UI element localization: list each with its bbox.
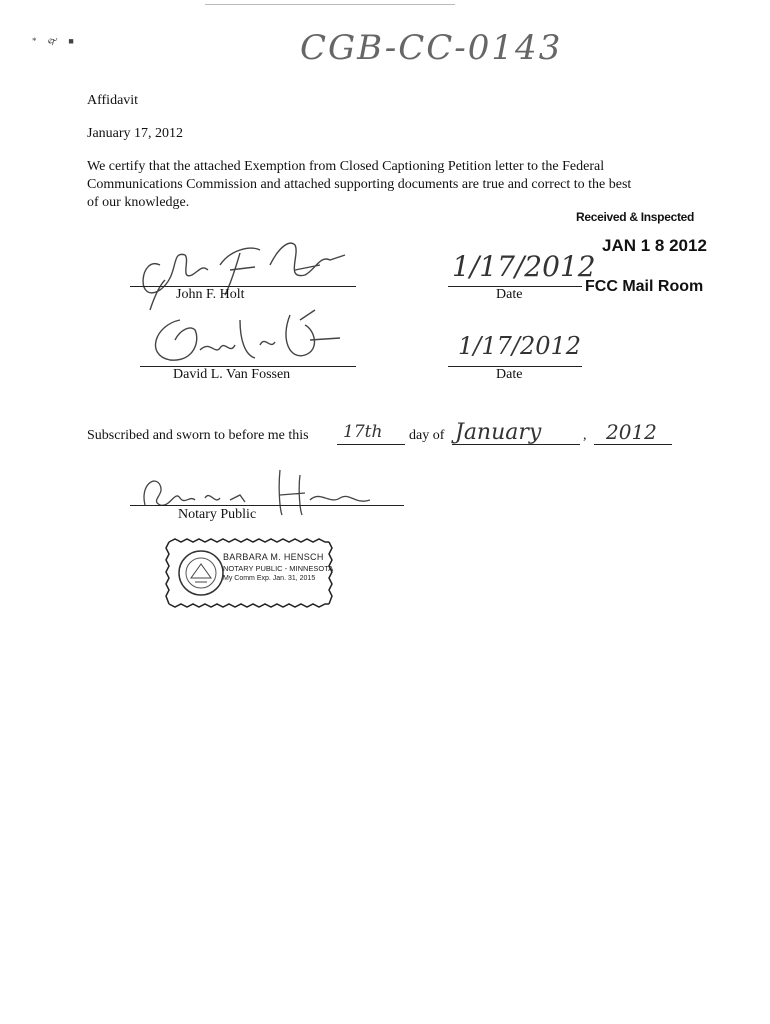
month-comma: , [583, 428, 587, 443]
sworn-year-written: 2012 [606, 420, 657, 444]
signatory-date-written-1: 1/17/2012 [452, 250, 596, 283]
body-line: We certify that the attached Exemption from Closed Captioning Petition letter to the Federal [87, 159, 605, 174]
corner-marks: * 🙰 ■ [32, 36, 78, 46]
notary-seal-text [223, 552, 333, 582]
signatory-name-1: John F. Holt [176, 287, 245, 302]
notary-seal-name: BARBARA M. HENSCH [223, 552, 324, 562]
sworn-day-of: day of [409, 428, 445, 443]
received-stamp-line1: Received & Inspected [576, 210, 695, 224]
docket-number: CGB-CC-0143 [300, 28, 563, 68]
notary-seal-title: NOTARY PUBLIC - MINNESOTA [223, 564, 334, 573]
notary-signature-line [130, 505, 404, 506]
signatory-date-written-2: 1/17/2012 [458, 332, 582, 360]
notary-title: Notary Public [178, 507, 257, 522]
notary-seal-expiry: My Comm Exp. Jan. 31, 2015 [223, 575, 316, 582]
day-line [337, 444, 405, 445]
scan-line [205, 4, 455, 5]
date-label-1: Date [496, 287, 523, 302]
sworn-day-written: 17th [343, 422, 383, 442]
year-line [594, 444, 672, 445]
received-stamp-date: JAN 1 8 2012 [602, 236, 707, 255]
sworn-month-written: January [455, 420, 542, 445]
received-stamp-mailroom: FCC Mail Room [585, 278, 704, 295]
document-title: Affidavit [87, 93, 139, 108]
body-paragraph [87, 158, 727, 212]
month-line [452, 444, 580, 445]
date-label-2: Date [496, 367, 523, 382]
body-line: of our knowledge. [87, 195, 190, 210]
document-date: January 17, 2012 [87, 126, 184, 141]
signatory-name-2: David L. Van Fossen [173, 367, 291, 382]
body-line: Communications Commission and attached supporting documents are true and correct to the best [87, 177, 632, 192]
notary-signature [130, 460, 390, 520]
sworn-prefix: Subscribed and sworn to before me this [87, 428, 309, 443]
